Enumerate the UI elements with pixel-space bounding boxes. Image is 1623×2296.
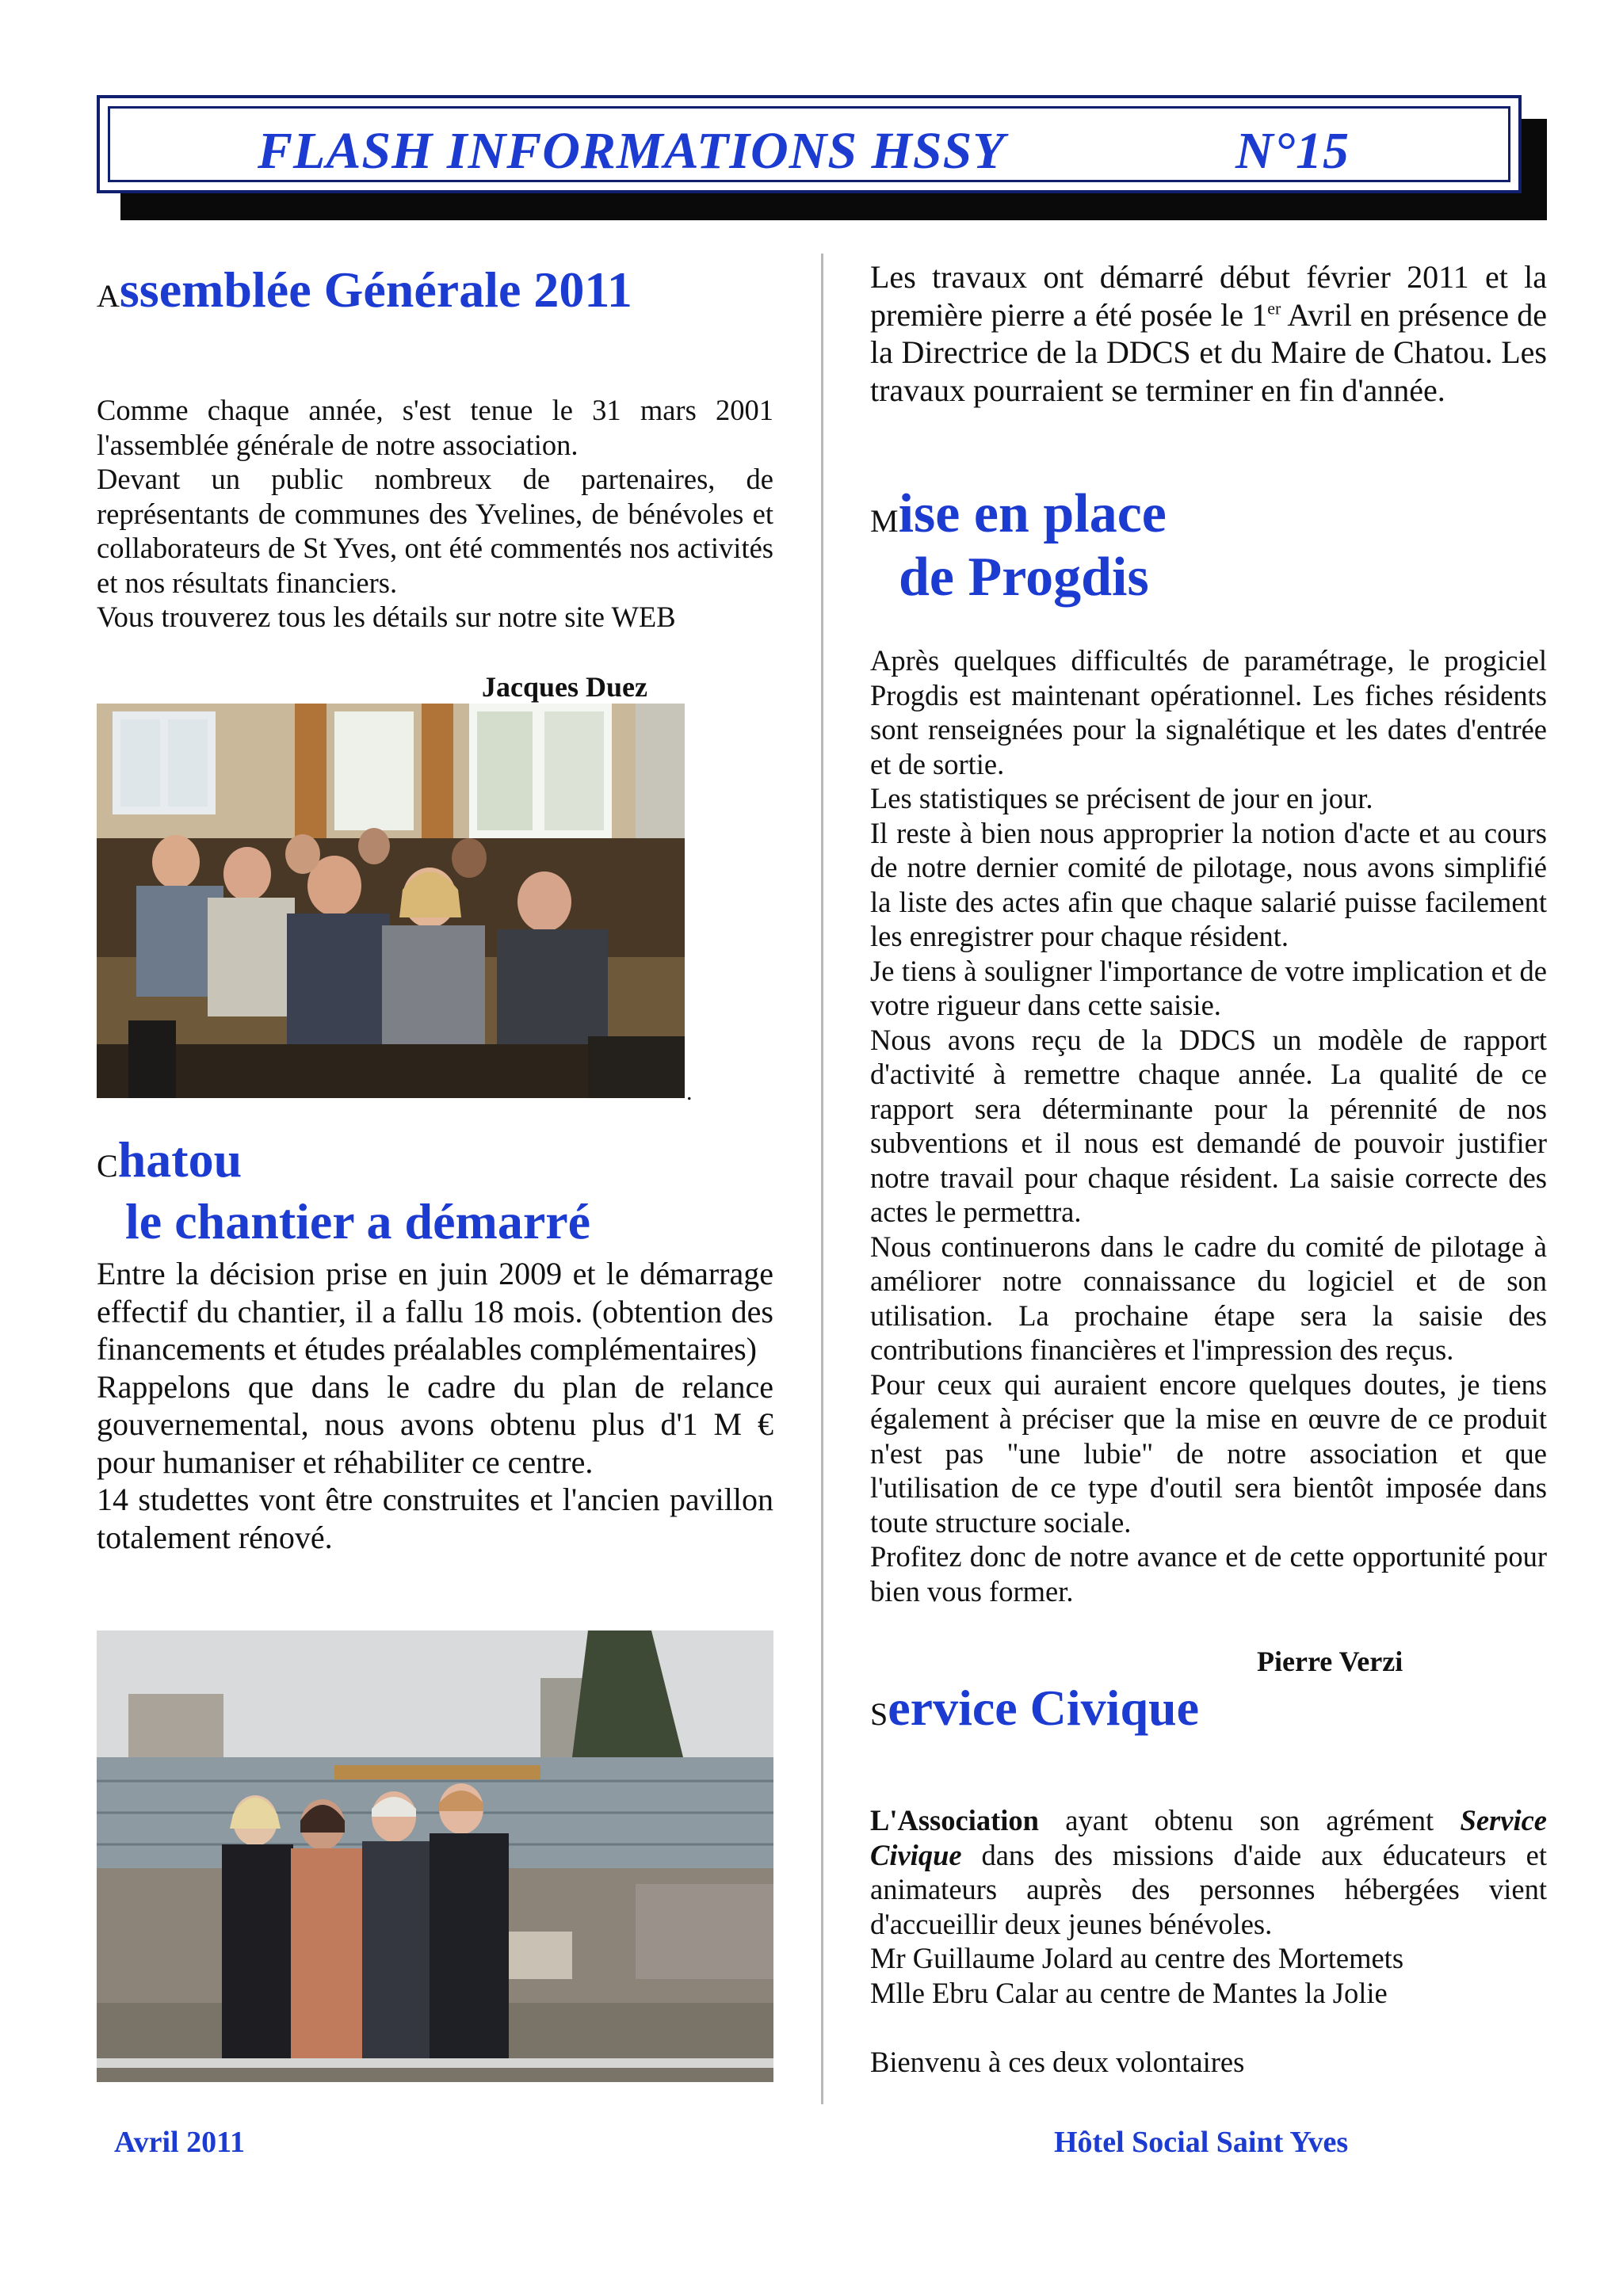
progdis-paragraph: Pour ceux qui auraient encore quelques doutes, je tiens également à préciser que la mise en œuvre de ce produit n'est pas "une lubie" de notre association et que l'utilisation de ce type d'outil sera bientôt imposée dans toute structure sociale. <box>870 1367 1547 1539</box>
assemblee-heading <box>97 261 632 318</box>
progdis-title-line2: de Progdis <box>899 547 1149 608</box>
volunteer-line: Mlle Ebru Calar au centre de Mantes la Jolie <box>870 1976 1388 2009</box>
assemblee-paragraph: Vous trouverez tous les détails sur notre site WEB <box>97 601 676 633</box>
closing-line: Bienvenu à ces deux volontaires <box>870 2045 1245 2078</box>
progdis-heading-line1 <box>870 483 1167 544</box>
travaux-text-part: Avril en présence de la Directrice de la DDCS et du Maire de Chatou. Les travaux pourraient se terminer en fin d'année. <box>870 296 1547 408</box>
photo-trailing-period: . <box>686 1079 693 1105</box>
service-civique-emphasis: Service Civique <box>870 1804 1547 1871</box>
service-civique-intro <box>870 1803 1547 1941</box>
chatou-title-line1: hatou <box>117 1131 242 1188</box>
volunteer-line: Mr Guillaume Jolard au centre des Mortemets <box>870 1942 1404 1974</box>
assemblee-paragraph: Comme chaque année, s'est tenue le 31 mars 2001 l'assemblée générale de notre association. <box>97 394 773 461</box>
progdis-paragraph: Je tiens à souligner l'importance de votre implication et de votre rigueur dans cette saisie. <box>870 954 1547 1021</box>
progdis-title-line1: ise en place <box>898 483 1167 544</box>
assemblee-title: ssemblée Générale 2011 <box>119 261 632 318</box>
progdis-paragraph: Les statistiques se précisent de jour en jour. <box>870 782 1373 814</box>
travaux-paragraph <box>870 258 1547 409</box>
chatou-title-line2: le chantier a démarré <box>125 1193 591 1249</box>
chatou-body <box>97 1255 773 1556</box>
progdis-paragraph: Nous avons reçu de la DDCS un modèle de rapport d'activité à remettre chaque année. La qualité de ce rapport sera déterminante pour la pérennité de nos subventions et il nous est demandé de pouvoir justifier notre travail pour chaque résident. La saisie correcte des actes le permettra. <box>870 1023 1547 1228</box>
assemblee-signature: Jacques Duez <box>482 671 647 703</box>
assembly-photo <box>97 704 685 1098</box>
ordinal-superscript: er <box>1267 298 1281 318</box>
service-civique-drop-letter: S <box>870 1696 888 1732</box>
chatou-paragraph: Entre la décision prise en juin 2009 et le démarrage effectif du chantier, il a fallu 18 mois. (obtention des financements et études préalables complémentaires) <box>97 1256 773 1367</box>
progdis-paragraph: Nous continuerons dans le cadre du comité de pilotage à améliorer notre connaissance du logiciel et de son utilisation. La prochaine étape sera la saisie des contributions financières et l'impression des reçus. <box>870 1230 1547 1366</box>
progdis-body <box>870 643 1547 1608</box>
construction-site-photo <box>97 1630 773 2082</box>
masthead-inner-frame <box>108 106 1510 182</box>
travaux-text <box>870 258 1547 409</box>
progdis-paragraph: Profitez donc de notre avance et de cette opportunité pour bien vous former. <box>870 1540 1547 1608</box>
service-civique-heading <box>870 1680 1200 1736</box>
chatou-heading-line1 <box>97 1131 242 1188</box>
service-civique-body <box>870 1803 1547 2079</box>
assemblee-drop-letter: A <box>97 278 120 314</box>
footer-date: Avril 2011 <box>114 2126 246 2159</box>
progdis-paragraph: Après quelques difficultés de paramétrage, le progiciel Progdis est maintenant opérationnel. Les fiches résidents sont renseignées pour la signalétique et les dates d'entrée et de sortie. <box>870 644 1547 780</box>
progdis-drop-letter: M <box>870 503 899 539</box>
chatou-drop-letter: C <box>97 1148 118 1184</box>
assemblee-paragraph: Devant un public nombreux de partenaires, de représentants de communes des Yvelines, de bénévoles et collaborateurs de St Yves, ont été commentés nos activités et nos résultats financiers. <box>97 463 773 599</box>
assemblee-body <box>97 393 773 635</box>
association-bold: L'Association <box>870 1804 1039 1836</box>
chatou-paragraph: Rappelons que dans le cadre du plan de relance gouvernemental, nous avons obtenu plus d'1 M € pour humaniser et réhabiliter ce centre. <box>97 1368 773 1480</box>
intro-text: dans des missions d'aide aux éducateurs et animateurs auprès des personnes hébergées vient d'accueillir deux jeunes bénévoles. <box>870 1838 1547 1940</box>
travaux-text-part: Les travaux ont démarré début février 2011 et la première pierre a été posée le 1 <box>870 259 1547 333</box>
column-divider <box>821 254 823 2104</box>
intro-text: ayant obtenu son agrément <box>1038 1804 1461 1836</box>
chatou-paragraph: 14 studettes vont être construites et l'ancien pavillon totalement rénové. <box>97 1482 773 1555</box>
progdis-signature: Pierre Verzi <box>1257 1646 1403 1677</box>
masthead <box>97 95 1522 193</box>
newsletter-title: FLASH INFORMATIONS HSSY <box>258 122 1006 180</box>
footer-organisation: Hôtel Social Saint Yves <box>1054 2126 1349 2159</box>
progdis-paragraph: Il reste à bien nous approprier la notion d'acte et au cours de notre dernier comité de pilotage, nous avons simplifié la liste des actes afin que chaque salarié puisse facilement les enregistrer pour chaque résident. <box>870 816 1547 952</box>
issue-number: N°15 <box>1235 122 1350 180</box>
service-civique-title: ervice Civique <box>888 1680 1200 1736</box>
